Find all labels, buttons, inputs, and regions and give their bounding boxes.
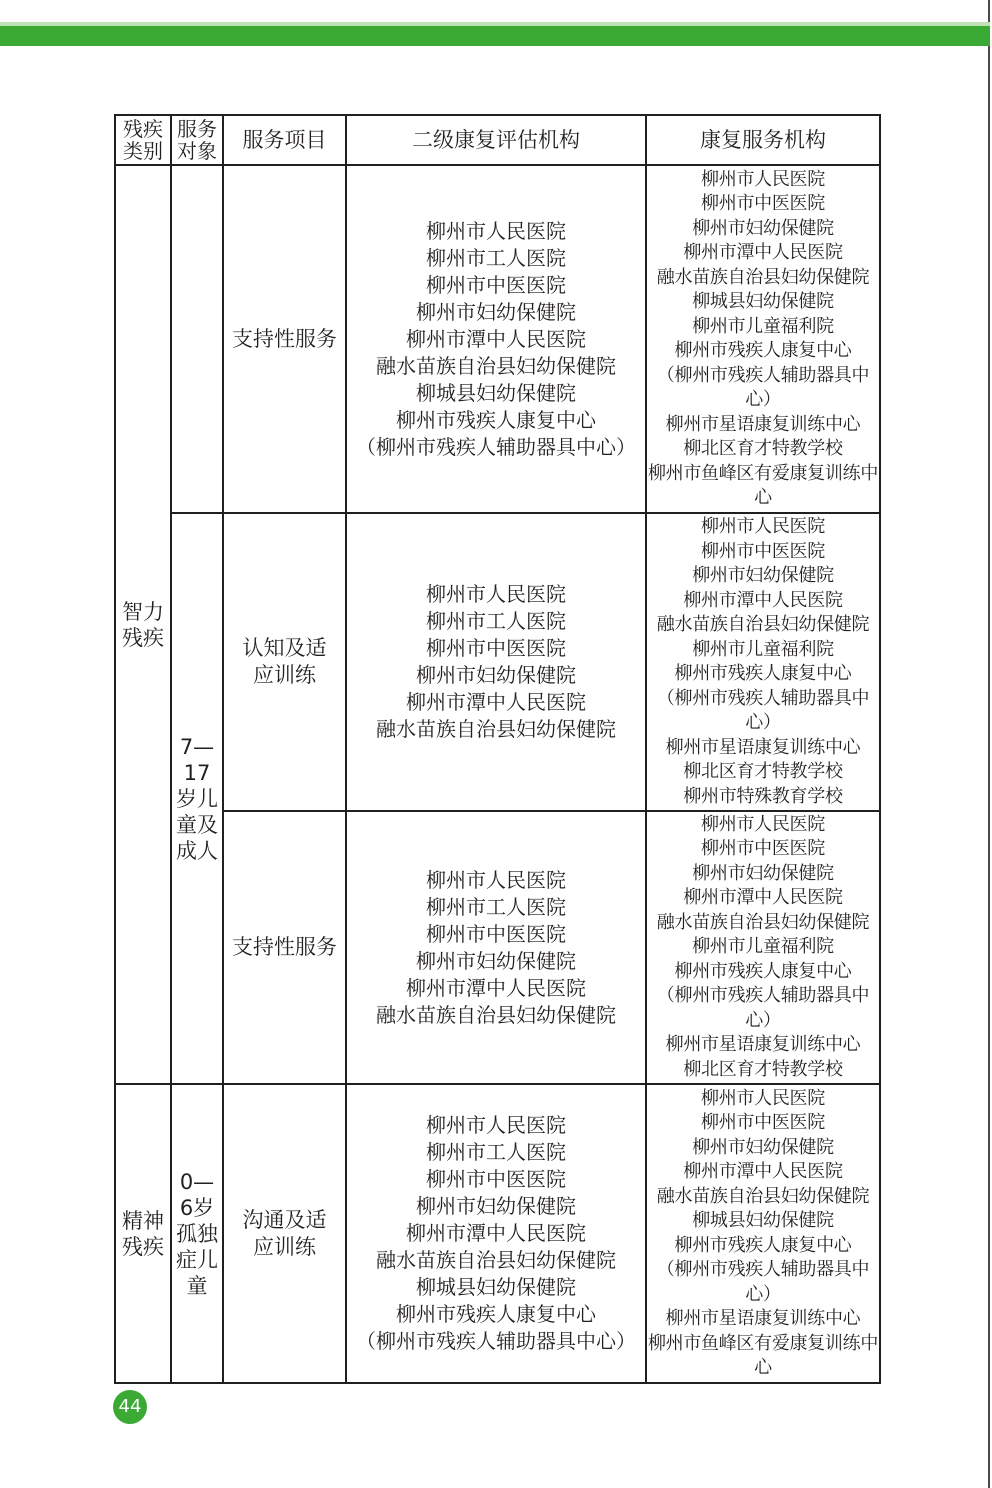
institution-name: 融水苗族自治县妇幼保健院 <box>376 717 616 741</box>
table-header-row <box>115 115 880 165</box>
institution-name: 柳州市儿童福利院 <box>692 638 834 660</box>
institution-name: 柳北区育才特教学校 <box>683 1058 843 1080</box>
table-row <box>115 811 880 1084</box>
rehab-cell <box>646 811 880 1084</box>
header-category: 残疾类别 <box>115 115 171 165</box>
institution-name: 柳州市妇幼保健院 <box>416 1194 576 1218</box>
institution-name: 融水苗族自治县妇幼保健院 <box>656 266 870 288</box>
service-cell: 支持性服务 <box>223 811 346 1084</box>
institution-name: 柳州市潭中人民医院 <box>683 1161 843 1182</box>
institution-name: 融水苗族自治县妇幼保健院 <box>656 1185 870 1207</box>
target-cell: 7—17岁儿童及成人 <box>171 513 223 1084</box>
institution-name: 柳州市人民医院 <box>426 582 566 606</box>
institution-name: 柳州市残疾人康复中心 <box>674 960 852 982</box>
header-rehab: 康复服务机构 <box>646 115 880 165</box>
target-cell <box>171 165 223 513</box>
institution-name: 融水苗族自治县妇幼保健院 <box>376 353 616 378</box>
service-cell: 沟通及适应训练 <box>223 1084 346 1383</box>
institution-name: 柳州市人民医院 <box>426 1113 566 1137</box>
institution-name: 柳北区育才特教学校 <box>683 761 843 782</box>
rehab-cell <box>646 1084 880 1383</box>
institution-name: 柳州市儿童福利院 <box>692 315 834 337</box>
institution-name: 柳州市中医医院 <box>701 193 825 214</box>
eval-cell <box>346 811 646 1084</box>
institution-name: 柳州市人民医院 <box>701 516 825 537</box>
top-green-band <box>0 26 990 46</box>
institution-name: 柳州市妇幼保健院 <box>416 663 576 687</box>
table-row <box>115 513 880 811</box>
institution-name: 融水苗族自治县妇幼保健院 <box>656 614 870 635</box>
institution-name: 柳州市残疾人康复中心 <box>674 340 852 361</box>
institution-name: （柳州市残疾人辅助器具中心） <box>656 364 870 410</box>
institution-name: 柳州市妇幼保健院 <box>692 862 834 884</box>
institution-name: 柳州市中医医院 <box>426 636 566 660</box>
institution-name: 柳城县妇幼保健院 <box>692 1210 834 1231</box>
table-row <box>115 1084 880 1383</box>
institution-name: 柳州市中医医院 <box>701 838 825 860</box>
institution-name: 柳州市工人医院 <box>426 245 566 270</box>
institution-name: 柳州市人民医院 <box>701 168 825 190</box>
institution-name: 柳州市潭中人民医院 <box>406 326 586 351</box>
institution-name: 柳州市儿童福利院 <box>692 936 834 958</box>
eval-cell <box>346 1084 646 1383</box>
institution-name: 柳州市中医医院 <box>701 540 825 562</box>
eval-cell <box>346 513 646 811</box>
institution-name: 柳州市星语康复训练中心 <box>665 413 861 435</box>
institution-name: （柳州市残疾人辅助器具中心） <box>356 434 636 459</box>
institution-name: 柳州市残疾人康复中心 <box>396 1302 596 1326</box>
institution-name: 柳州市人民医院 <box>426 218 566 243</box>
institution-name: 柳州市星语康复训练中心 <box>665 736 861 758</box>
institution-name: 柳州市中医医院 <box>701 1112 825 1133</box>
institution-name: （柳州市残疾人辅助器具中心） <box>356 1329 636 1353</box>
institution-name: 柳州市中医医院 <box>426 1167 566 1191</box>
rehab-cell <box>646 513 880 811</box>
institution-name: 柳城县妇幼保健院 <box>692 291 834 312</box>
rehab-institution-table <box>114 114 881 1384</box>
institution-name: 柳州市潭中人民医院 <box>406 690 586 714</box>
institution-name: 柳州市妇幼保健院 <box>416 948 576 973</box>
header-service: 服务项目 <box>223 115 346 165</box>
institution-name: （柳州市残疾人辅助器具中心） <box>656 985 870 1031</box>
category-cell: 精神残疾 <box>115 1084 171 1383</box>
institution-name: 融水苗族自治县妇幼保健院 <box>376 1002 616 1027</box>
institution-name: 柳州市鱼峰区有爱康复训练中心 <box>647 462 879 508</box>
institution-name: 柳州市妇幼保健院 <box>692 565 834 586</box>
institution-name: 融水苗族自治县妇幼保健院 <box>376 1248 616 1272</box>
institution-name: 柳州市残疾人康复中心 <box>674 1234 852 1256</box>
institution-name: 柳北区育才特教学校 <box>683 438 843 459</box>
institution-name: 柳州市妇幼保健院 <box>692 1136 834 1158</box>
institution-name: 柳州市特殊教育学校 <box>683 785 843 807</box>
institution-name: 柳州市残疾人康复中心 <box>674 663 852 684</box>
institution-name: 柳州市工人医院 <box>426 894 566 919</box>
institution-name: 柳城县妇幼保健院 <box>416 380 576 405</box>
service-cell: 支持性服务 <box>223 165 346 513</box>
institution-name: 柳州市潭中人民医院 <box>683 242 843 263</box>
rehab-cell <box>646 165 880 513</box>
institution-name: 柳州市工人医院 <box>426 1140 566 1164</box>
institution-name: 柳州市人民医院 <box>426 867 566 892</box>
table-row <box>115 165 880 513</box>
institution-name: 柳州市妇幼保健院 <box>416 299 576 324</box>
header-target: 服务对象 <box>171 115 223 165</box>
institution-name: 柳州市中医医院 <box>426 272 566 297</box>
category-cell: 智力残疾 <box>115 165 171 1084</box>
institution-name: 柳州市人民医院 <box>701 1087 825 1109</box>
institution-name: 柳州市中医医院 <box>426 921 566 946</box>
header-eval: 二级康复评估机构 <box>346 115 646 165</box>
institution-name: 柳州市潭中人民医院 <box>683 887 843 909</box>
institution-name: （柳州市残疾人辅助器具中心） <box>656 687 870 733</box>
institution-name: 柳州市潭中人民医院 <box>683 589 843 611</box>
institution-name: 柳州市残疾人康复中心 <box>396 407 596 432</box>
service-cell: 认知及适应训练 <box>223 513 346 811</box>
institution-name: 柳州市人民医院 <box>701 813 825 835</box>
institution-name: 柳州市潭中人民医院 <box>406 975 586 1000</box>
institution-name: 柳州市鱼峰区有爱康复训练中心 <box>647 1332 879 1378</box>
institution-name: 融水苗族自治县妇幼保健院 <box>656 911 870 933</box>
page-number-badge: 44 <box>113 1390 147 1424</box>
institution-name: 柳州市潭中人民医院 <box>406 1221 586 1245</box>
institution-name: （柳州市残疾人辅助器具中心） <box>656 1259 870 1305</box>
institution-name: 柳州市工人医院 <box>426 609 566 633</box>
target-cell: 0—6岁孤独症儿童 <box>171 1084 223 1383</box>
institution-name: 柳城县妇幼保健院 <box>416 1275 576 1299</box>
institution-name: 柳州市星语康复训练中心 <box>665 1034 861 1056</box>
eval-cell <box>346 165 646 513</box>
institution-name: 柳州市妇幼保健院 <box>692 217 834 239</box>
institution-name: 柳州市星语康复训练中心 <box>665 1308 861 1329</box>
